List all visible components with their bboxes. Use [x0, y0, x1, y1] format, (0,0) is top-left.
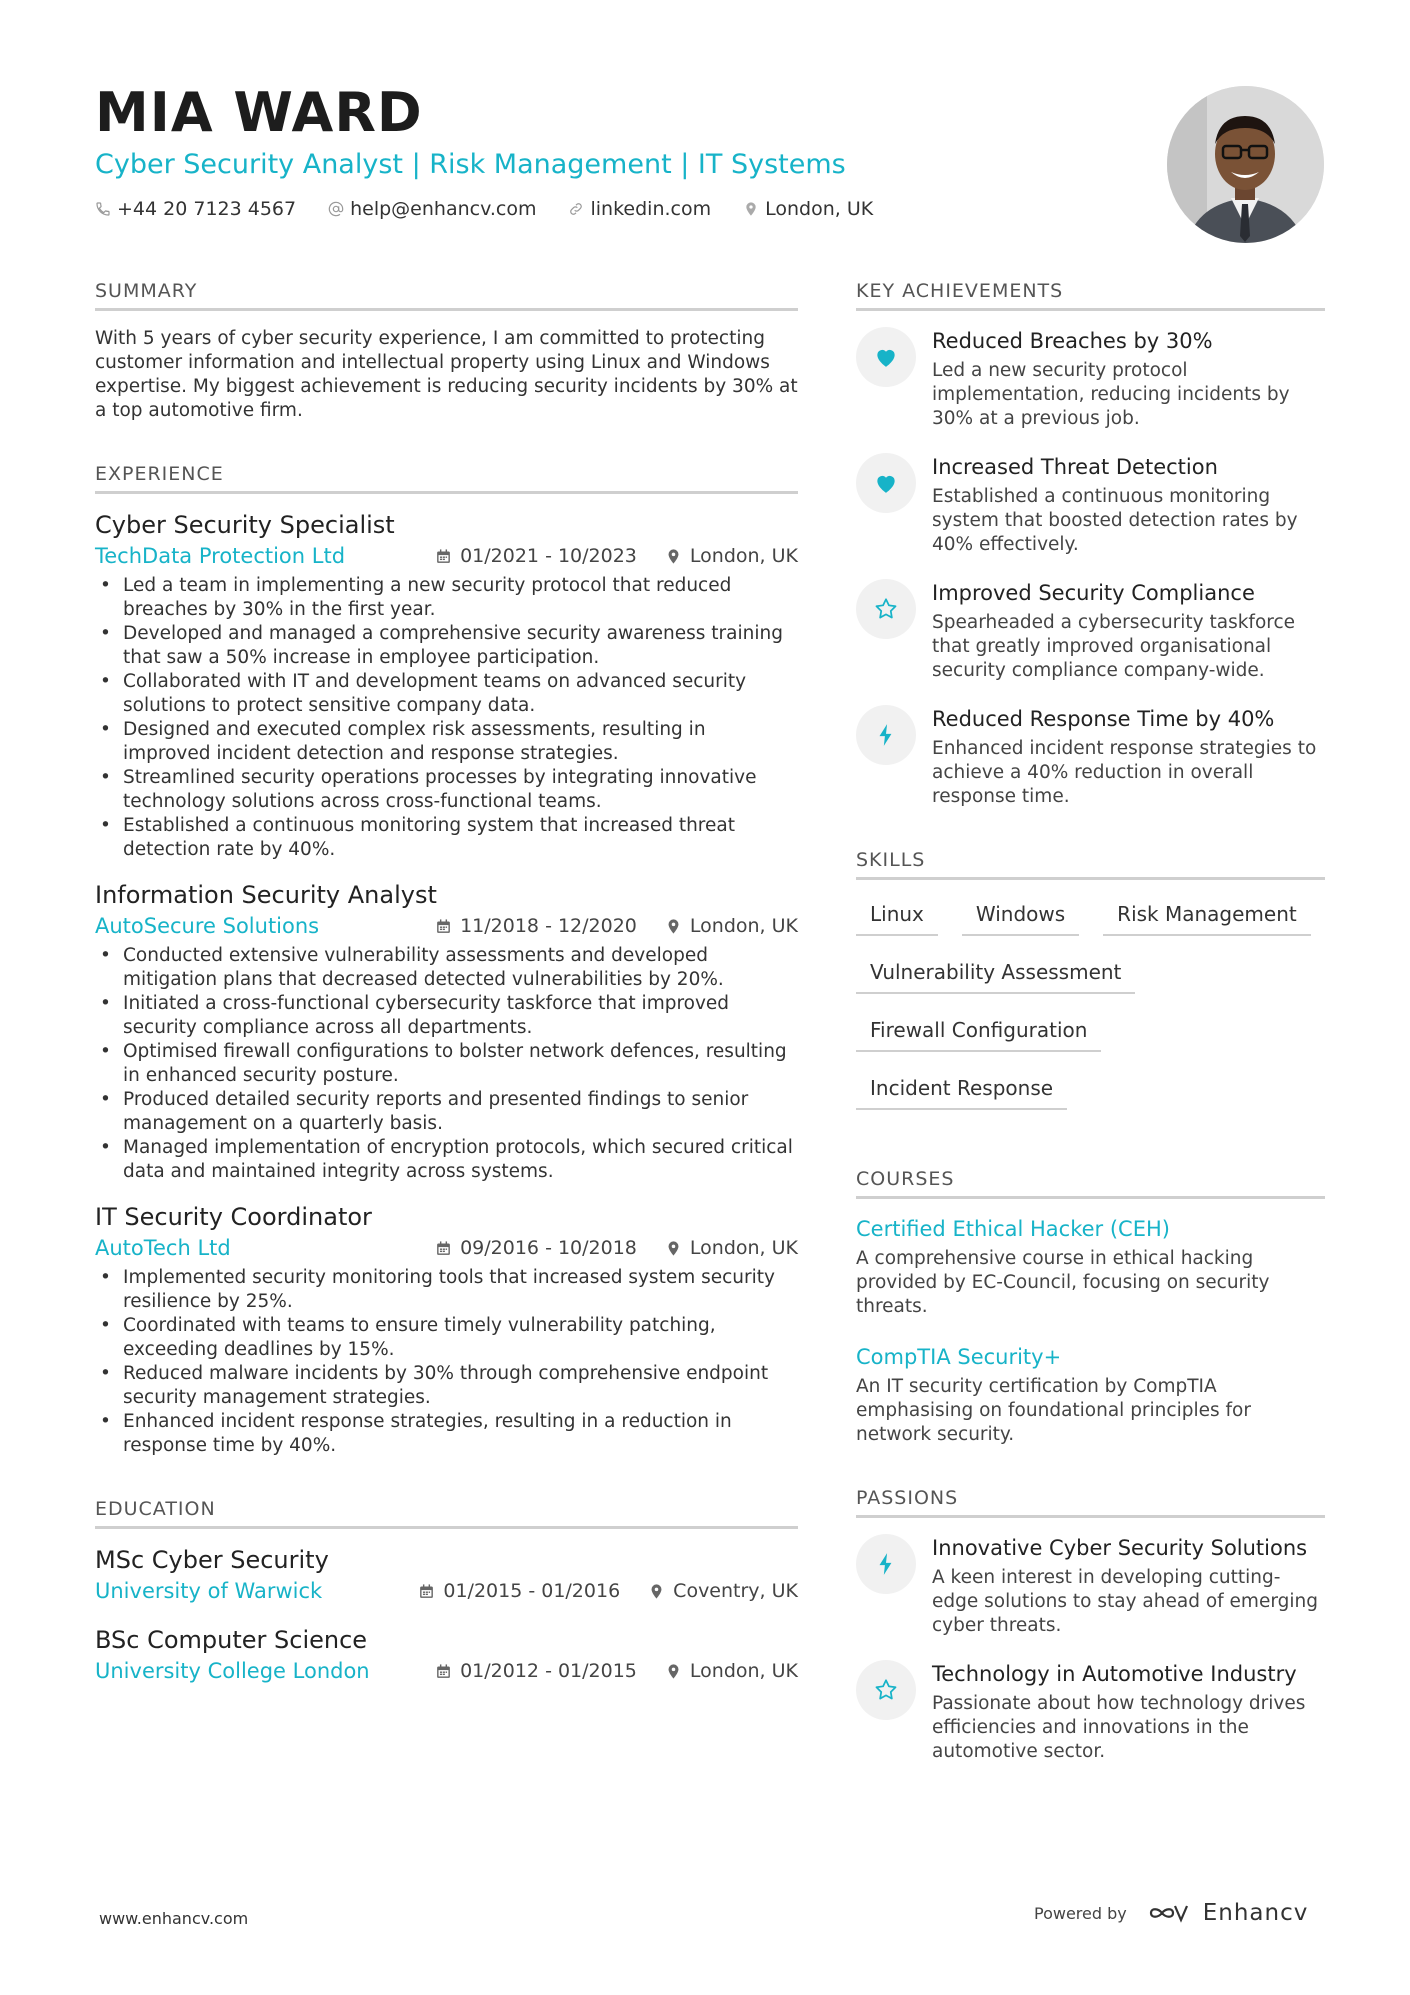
passion-title: Innovative Cyber Security Solutions: [932, 1536, 1308, 1560]
calendar-icon: [418, 1583, 435, 1600]
course-title: CompTIA Security+: [856, 1345, 1062, 1369]
calendar-icon: [435, 1663, 452, 1680]
bullet-item: • Initiated a cross-functional cybersecurity taskforce that improved security compliance across all departments.: [95, 992, 798, 1040]
star-icon: [873, 596, 899, 622]
achievement-title: Improved Security Compliance: [932, 581, 1255, 605]
achievement-title: Reduced Response Time by 40%: [932, 707, 1275, 731]
bolt-icon: [873, 1551, 899, 1577]
achievement-description: Spearheaded a cybersecurity taskforce that greatly improved organisational security compliance company-wide.: [932, 612, 1296, 681]
bolt-icon: [873, 722, 899, 748]
job-dates: 09/2016 - 10/2018: [460, 1237, 637, 1259]
left-column: [95, 280, 798, 1705]
heart-icon: [873, 470, 899, 496]
job-entry: [95, 880, 798, 1184]
passion-item: [856, 1534, 1325, 1638]
education-dates: 01/2012 - 01/2015: [460, 1660, 637, 1682]
education-location: Coventry, UK: [673, 1580, 798, 1602]
avatar: [1167, 86, 1324, 243]
passion-title: Technology in Automotive Industry: [932, 1662, 1297, 1686]
contact-phone[interactable]: [95, 198, 296, 220]
bullet-item: • Enhanced incident response strategies, resulting in a reduction in response time by 40%.: [95, 1410, 798, 1458]
achievement-title: Reduced Breaches by 30%: [932, 329, 1213, 353]
achievement-description: Enhanced incident response strategies to achieve a 40% reduction in overall response time.: [932, 738, 1317, 807]
footer-website[interactable]: www.enhancv.com: [99, 1909, 249, 1928]
course-description: An IT security certification by CompTIA emphasising on foundational principles for network security.: [856, 1376, 1251, 1445]
course-item: [856, 1343, 1325, 1447]
bullet-item: • Reduced malware incidents by 30% through comprehensive endpoint security management strategies.: [95, 1362, 798, 1410]
education-entry: [95, 1545, 798, 1603]
contact-email-text: help@enhancv.com: [350, 198, 537, 220]
job-bullets: [95, 1266, 798, 1458]
passion-description: Passionate about how technology drives efficiencies and innovations in the automotive sector.: [932, 1693, 1306, 1762]
contact-phone-text: +44 20 7123 4567: [117, 198, 297, 220]
achievement-description: Established a continuous monitoring system that boosted detection rates by 40% effectively.: [932, 486, 1298, 555]
achievement-title: Increased Threat Detection: [932, 455, 1218, 479]
bullet-item: • Established a continuous monitoring system that increased threat detection rate by 40%.: [95, 814, 798, 862]
resume-header: [95, 82, 1095, 220]
achievement-description: Led a new security protocol implementation, reducing incidents by 30% at a previous job.: [932, 360, 1290, 429]
achievement-item: [856, 327, 1325, 431]
school-name: University of Warwick: [95, 1579, 323, 1603]
company-name: AutoSecure Solutions: [95, 914, 320, 938]
school-name: University College London: [95, 1659, 370, 1683]
job-bullets: [95, 574, 798, 862]
right-column: [856, 280, 1325, 1786]
brand-logo[interactable]: [1147, 1900, 1309, 1926]
skill-tag: Firewall Configuration: [856, 1012, 1101, 1052]
courses-heading: COURSES: [856, 1168, 1325, 1199]
phone-icon: [95, 201, 111, 217]
skill-tag: Windows: [962, 896, 1079, 936]
education-dates: 01/2015 - 01/2016: [443, 1580, 621, 1602]
job-title: Information Security Analyst: [95, 881, 437, 909]
skill-tag: Incident Response: [856, 1070, 1067, 1110]
contact-location-text: London, UK: [765, 198, 874, 220]
summary-text: With 5 years of cyber security experience, I am committed to protecting customer information and intellectual property using Linux and Windows expertise. My biggest achievement is reducing security incidents by 30% at a top automotive firm.: [95, 328, 798, 421]
course-title: Certified Ethical Hacker (CEH): [856, 1217, 1170, 1241]
at-icon: [328, 201, 344, 217]
achievements-heading: KEY ACHIEVEMENTS: [856, 280, 1325, 311]
passion-item: [856, 1660, 1325, 1764]
location-icon: [665, 548, 682, 565]
degree-title: BSc Computer Science: [95, 1626, 368, 1654]
powered-by-label: Powered by: [1034, 1903, 1127, 1923]
job-title: Cyber Security Specialist: [95, 511, 395, 539]
contact-location: [743, 198, 873, 220]
passion-description: A keen interest in developing cutting-edge solutions to stay ahead of emerging cyber threats.: [932, 1567, 1318, 1636]
bullet-item: • Coordinated with teams to ensure timely vulnerability patching, exceeding deadlines by 15%.: [95, 1314, 798, 1362]
course-description: A comprehensive course in ethical hacking provided by EC-Council, focusing on security threats.: [856, 1248, 1270, 1317]
location-icon: [665, 1240, 682, 1257]
bullet-item: • Produced detailed security reports and presented findings to senior management on a quarterly basis.: [95, 1088, 798, 1136]
passions-heading: PASSIONS: [856, 1487, 1325, 1518]
degree-title: MSc Cyber Security: [95, 1546, 329, 1574]
calendar-icon: [435, 918, 452, 935]
bullet-item: • Managed implementation of encryption protocols, which secured critical data and maintained integrity across systems.: [95, 1136, 798, 1184]
bullet-item: • Developed and managed a comprehensive security awareness training that saw a 50% increase in employee participation.: [95, 622, 798, 670]
job-location: London, UK: [689, 545, 798, 567]
profile-photo: [1167, 86, 1324, 243]
company-name: AutoTech Ltd: [95, 1236, 231, 1260]
skills-list: [856, 896, 1325, 1128]
contact-linkedin-text: linkedin.com: [590, 198, 712, 220]
job-entry: [95, 1202, 798, 1458]
contact-email[interactable]: [328, 198, 536, 220]
bullet-item: • Implemented security monitoring tools that increased system security resilience by 25%.: [95, 1266, 798, 1314]
calendar-icon: [435, 548, 452, 565]
bullet-item: • Optimised firewall configurations to bolster network defences, resulting in enhanced security posture.: [95, 1040, 798, 1088]
bullet-item: • Led a team in implementing a new security protocol that reduced breaches by 30% in the first year.: [95, 574, 798, 622]
bullet-item: • Conducted extensive vulnerability assessments and developed mitigation plans that decreased detected vulnerabilities by 20%.: [95, 944, 798, 992]
job-location: London, UK: [689, 915, 798, 937]
skill-tag: Risk Management: [1103, 896, 1311, 936]
bullet-item: • Designed and executed complex risk assessments, resulting in improved incident detection and response strategies.: [95, 718, 798, 766]
skill-tag: Linux: [856, 896, 938, 936]
contact-list: [95, 198, 1095, 220]
achievement-item: [856, 453, 1325, 557]
location-icon: [665, 918, 682, 935]
candidate-headline: Cyber Security Analyst | Risk Management | IT Systems: [95, 149, 846, 180]
link-icon: [568, 201, 584, 217]
brand-name: Enhancv: [1202, 1900, 1309, 1926]
star-icon: [873, 1677, 899, 1703]
education-entry: [95, 1625, 798, 1683]
job-title: IT Security Coordinator: [95, 1203, 372, 1231]
candidate-name: MIA WARD: [95, 81, 423, 144]
achievement-item: [856, 705, 1325, 809]
skill-tag: Vulnerability Assessment: [856, 954, 1135, 994]
footer-branding: [1034, 1900, 1308, 1926]
job-bullets: [95, 944, 798, 1184]
location-icon: [743, 201, 759, 217]
location-icon: [665, 1663, 682, 1680]
bullet-item: • Streamlined security operations processes by integrating innovative technology solutions across cross-functional teams.: [95, 766, 798, 814]
location-icon: [648, 1583, 665, 1600]
contact-linkedin[interactable]: [568, 198, 711, 220]
education-heading: EDUCATION: [95, 1498, 798, 1529]
bullet-item: • Collaborated with IT and development teams on advanced security solutions to protect sensitive company data.: [95, 670, 798, 718]
calendar-icon: [435, 1240, 452, 1257]
education-location: London, UK: [689, 1660, 798, 1682]
heart-icon: [873, 344, 899, 370]
course-item: [856, 1215, 1325, 1319]
achievement-item: [856, 579, 1325, 683]
experience-heading: EXPERIENCE: [95, 463, 798, 494]
summary-heading: SUMMARY: [95, 280, 798, 311]
job-dates: 01/2021 - 10/2023: [460, 545, 637, 567]
skills-heading: SKILLS: [856, 849, 1325, 880]
enhancv-logo-icon: [1147, 1901, 1193, 1925]
job-entry: [95, 510, 798, 862]
job-dates: 11/2018 - 12/2020: [460, 915, 637, 937]
company-name: TechData Protection Ltd: [95, 544, 346, 568]
job-location: London, UK: [689, 1237, 798, 1259]
